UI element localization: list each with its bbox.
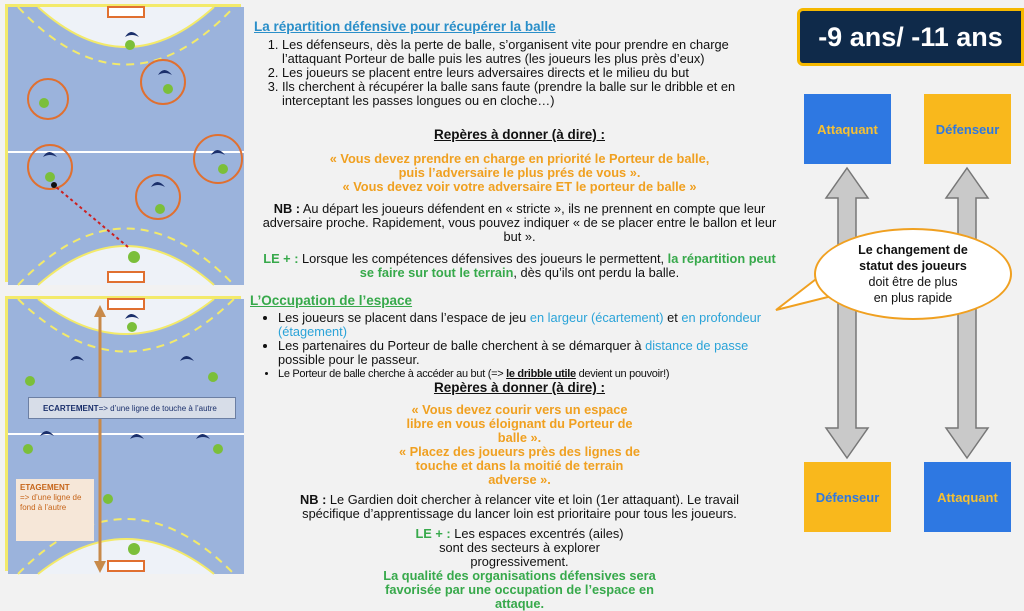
section2-le-label: LE + : (415, 526, 451, 541)
section1-title: La répartition défensive pour récupérer la balle (254, 19, 556, 34)
role-defenseur-top: Défenseur (924, 94, 1011, 164)
section2-quote1: « Vous devez courir vers un espace libre en vous éloignant du Porteur de balle ». (406, 402, 633, 445)
section2-item2-c: possible pour le passeur. (278, 352, 420, 367)
ecartement-text: => d’une ligne de touche à l’autre (98, 403, 217, 413)
section2-item (278, 339, 786, 367)
bubble-line3: doit être de plus (868, 275, 958, 289)
bubble-line1: Le changement de (858, 243, 968, 257)
section2-item (278, 311, 786, 339)
section1-list (256, 38, 786, 108)
section1-le-text2: , dès qu’ils ont perdu la balle. (513, 265, 680, 280)
etagement-text: => d’une ligne de fond à l’autre (20, 493, 82, 512)
section2-nb (252, 493, 787, 521)
bubble-line2: statut des joueurs (859, 259, 967, 273)
section2-nb-label: NB : (300, 492, 327, 507)
role-attaquant-top: Attaquant (804, 94, 891, 164)
section1-item: 2. Les joueurs se placent entre leurs adversaires directs et le milieu du but (282, 66, 786, 80)
section1-quote2: « Vous devez voir votre adversaire ET le porteur de balle » (342, 179, 697, 194)
section2-item3-a: Le Porteur de balle cherche à accéder au but (=> (278, 368, 507, 380)
age-badge: -9 ans/ -11 ans (797, 8, 1024, 66)
section2-item3-c: devient un pouvoir!) (575, 368, 670, 380)
section2-item2-a: Les partenaires du Porteur de balle cherchent à se démarquer à (278, 338, 646, 353)
section2-reperes-block (252, 381, 787, 611)
etagement-box (16, 479, 94, 541)
role-attaquant-bottom: Attaquant (924, 462, 1011, 532)
section2-item2-b: distance de passe (645, 338, 749, 353)
section1-nb-label: NB : (273, 201, 301, 216)
role-defenseur-bottom: Défenseur (804, 462, 891, 532)
section2-conclusion: La qualité des organisations défensives sera favorisée par une occupation de l’espace en attaque. (383, 568, 656, 611)
section1-item: 1. Les défenseurs, dès la perte de balle, s’organisent vite pour prendre en charge l’attaquant Porteur de balle puis les autres (les joueurs les plus près d’eux) (282, 38, 786, 66)
etagement-label: ETAGEMENT (20, 483, 70, 492)
ecartement-banner (28, 397, 236, 419)
section1-reperes-block (252, 128, 787, 280)
section2-item1-a: Les joueurs se placent dans l’espace de jeu (278, 310, 530, 325)
section2-nb-text: Le Gardien doit chercher à relancer vite et loin (1er attaquant). Le travail spécifique d’apprentissage du lancer loin est prioritaire pour tous les joueurs. (302, 492, 739, 521)
section1-quote1: « Vous devez prendre en charge en priorité le Porteur de balle, puis l’adversaire le plus prés de vous ». (329, 151, 710, 180)
court-defense-drawing (8, 7, 244, 285)
section2-item (278, 367, 786, 381)
section1-item: 3. Ils cherchent à récupérer la balle sans faute (prendre la balle sur le dribble et en interceptant les passes longues ou en cloche…) (282, 80, 786, 108)
section2-item1-c: et (663, 310, 682, 325)
court-diagram-space (5, 296, 241, 571)
section2-le (252, 527, 787, 569)
section1-le-highlight: la répartition peut se faire sur tout le terrain (359, 251, 776, 280)
status-change-bubble (814, 228, 1012, 320)
ecartement-label: ECARTEMENT (43, 403, 99, 413)
section2-item3-b: le dribble utile (506, 368, 576, 380)
section1-le-label: LE + : (263, 251, 299, 266)
section1-reperes-title: Repères à donner (à dire) : (433, 127, 606, 142)
section2-quote2: « Placez des joueurs près des lignes de touche et dans la moitié de terrain adverse ». (398, 444, 641, 487)
section2-title: L’Occupation de l’espace (250, 293, 413, 308)
section1-le-text1: Lorsque les compétences défensives des joueurs le permettent, (298, 251, 668, 266)
section2-item1-b: en largeur (écartement) (529, 310, 664, 325)
section2-reperes-title: Repères à donner (à dire) : (433, 380, 606, 395)
section2-item1-d: en profondeur (étagement) (278, 310, 762, 339)
section1-nb-text: Au départ les joueurs défendent en « stricte », ils ne prennent en compte que leur adversaire proche. Rapidement, vous pouvez indiquer « de se placer entre le ballon et leur but ». (262, 201, 777, 244)
court-diagram-defense (5, 4, 241, 282)
section1-nb (252, 202, 787, 244)
bubble-line4: en plus rapide (873, 291, 953, 305)
section2-list (256, 311, 786, 381)
section1-le (252, 252, 787, 280)
section2-le-text: Les espaces excentrés (ailes) sont des secteurs à explorer progressivement. (439, 526, 624, 569)
